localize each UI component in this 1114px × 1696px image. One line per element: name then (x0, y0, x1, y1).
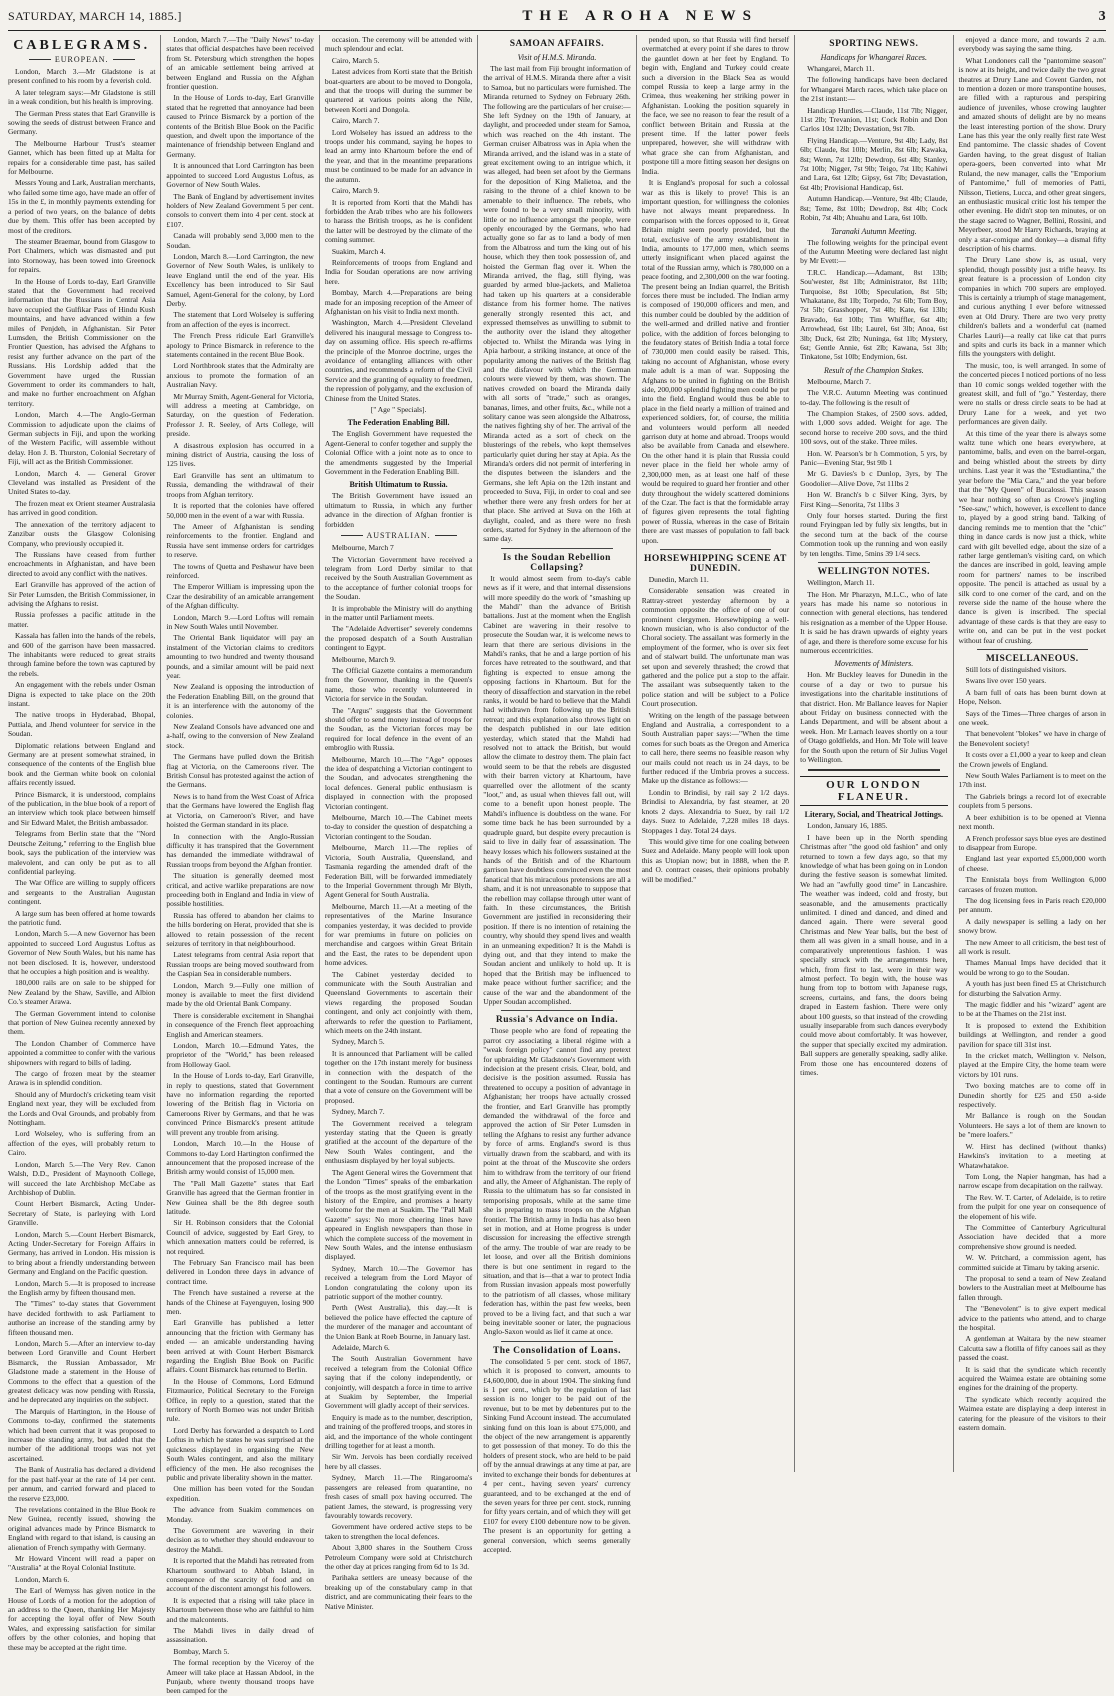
paragraph: Cairo, March 9. (331, 186, 380, 196)
paragraph: London, March 9.—Lord Loftus will remain in New South Wales until November. (166, 612, 314, 631)
paragraph: Thames Manual Imps have decided that it would be wrong to go to the Soudan. (958, 958, 1106, 977)
paragraph: The Earl of Wemyss has given notice in the House of Lords of a motion for the adoption of an address to the Queen, thanking Her Majesty for accepting the loyal offer of New South Wales, and expressing satisfaction for similar offers by the other colonies, and hoping that these may be accepted at the right time. (8, 1586, 156, 1652)
paragraph: Mr Murray Smith, Agent-General for Victoria, will address a meeting at Cambridge, on Saturday, on the question of Federation. Professor J. R. Seeley, of Arts College, will preside. (166, 391, 314, 439)
paragraph: Wellington, March 11. (807, 578, 875, 588)
paragraph: Bombay, March 4.—Preparations are being made for an imposing reception of the Ameer of Afghanistan on his visit to India next month. (324, 288, 473, 316)
paragraph: The Gabriels brings a record lot of execrable couplets from 5 persons. (958, 791, 1106, 811)
paragraph: It is proposed to extend the Exhibition buildings at Wellington, and render a good pavilion for space till 31st inst. (958, 1020, 1106, 1049)
heading-ministers: Movements of Ministers. (834, 659, 914, 669)
divider (660, 549, 771, 550)
paragraph: Messrs Young and Lark, Australian merchants, who failed some time ago, have made an offer of 15s in the £, in monthly payments extending for a period of two years, on the balance of debts due by them. This offer has been accepted by most of the creditors. (8, 178, 156, 235)
paragraph: The magic fiddler and his "wizard" agent are to be at the Thames on the 21st inst. (958, 1000, 1106, 1019)
article-body (800, 578, 947, 655)
paragraph: London, March 7.—The "Daily News" to-day states that official despatches have been received from St. Petersburg which strengthen the hopes of an amicable settlement being arrived at between England and Russia on the Afghan frontier question. (166, 35, 314, 92)
paragraph: Considerable sensation was created in Rattray-street yesterday afternoon by a commotion opposite the office of one of our prominent clergymen. Horsewhipping a well-known musician, who is also conductor of the Choral society. The assailant was formerly in the employment of the former, who is over six feet and of stalwart build. The unfortunate man was set upon and severely thrashed; the crowd that gathered and the police put a stop to the affair. The assailant was subsequently taken to the police station and will be subject to a Police Court prosecution. (641, 586, 790, 709)
paragraph: The German Press states that Earl Granville is sowing the seeds of distrust between France and Germany. (8, 108, 156, 137)
divider (501, 1010, 612, 1011)
paragraph: The Champion Stakes, of 2500 sovs. added, with 1,000 sovs added. Weight for age. The second horse to receive 200 sovs, and the third 100 sovs, out of the stake. Three miles. (800, 409, 948, 447)
paragraph: Autumn Handicap.—Venture, 9st 4lb; Claude, 8st; Teme, 8st 10lb; Dewdrop, 8st 4lb; Cock Robin, 7st 4lb; Ahuahu and Lara, 6st 10lb. (800, 194, 948, 223)
heading-samoan-affairs: SAMOAN AFFAIRS. (509, 39, 605, 49)
masthead-title: THE AROHA NEWS (522, 8, 758, 24)
paragraph: That benevolent "blokes" we have in charge of the Benevolent society! (958, 729, 1106, 748)
paragraph: Melbourne, March 7 (331, 543, 394, 553)
paragraph: The Official Gazette contains a memorandum from the Governor, thanking in the Queen's name, those who recently volunteered in Victoria for service in the Soudan. (324, 665, 473, 704)
paragraph: Diplomatic relations between England and Germany are at present somewhat strained, in consequence of the contents of the English blue book and the German white book on colonial affairs recently issued. (8, 740, 156, 788)
paragraph: It would almost seem from to-day's cable news as if it were, and that internal dissensions will more speedily do the work of "smashing up the Mahdi" than the advance of British battalions. Just at the moment when the English Cabinet are wavering in their resolve to prosecute the Soudan war, it is welcome news to learn that there are serious divisions in the Mahdi's ranks, that he and a large portion of his forces have retreated to the southward, and that fighting is expected to ensue among the opposing factions in Khartoum. But for the theory of dissaffection and starvation in the rebel ranks, it would be hard to believe that the Mahdi had withdrawn from following up the British retreat; and this explanation also throws light on the despatch published in our late edition yesterday, which stated that the Mahdi had resolved not to attack the British, but would allow the climate to destroy them. The plain fact would seem to be that the rebels are disgusted with their barren victory at Khartoum, have quarrelled over the allotment of the scanty "loot," and, as usual when thieves fall out, will come to a benefit upon honest people. The Mahdi's influence is doubtless on the wane. For some time back he has been surrounded by a quadruple guard, but despite every precaution is said to live in daily fear of assassination. The heavy losses which his followers sustained at the hands of the British and of the Khartoum garrison have doubtless convinced even the most fanatical that his miraculous pretensions are all a sham, and it is not unreasonable to suppose that the rebellion may collapse through utter want of faith. In these circumstances, the British Government are justified in reconsidering their position. If there is no intention of retaining the country, why should they spend lives and wealth in an unmeaning expedition? It is the Mahdi is dying out, and that they intend to make the Soudan ancient and unlikely to hold up. It is hoped that the British may be influenced to make peace without further sacrifice; and the cause of the war and the abandonment of the Upper Soudan accomplished. (483, 573, 631, 1006)
article-body (483, 64, 630, 544)
paragraph: The annexation of the territory adjacent to Zanzibar ousts the Glasgow Colonising Company, who previously occupied it. (8, 519, 156, 548)
paragraph: Mr Ballance is rough on the Soudan Volunteers. He says a lot of them are known to be "mere loafers." (958, 1111, 1106, 1140)
paragraph: The February San Francisco mail has been delivered in London three days in advance of contract time. (166, 1257, 314, 1286)
paragraph: It is announced that Lord Carrington has been appointed to succeed Lord Augustus Loftus, as Governor of New South Wales. (166, 161, 314, 190)
heading-miranda-visit: Visit of H.M.S. Miranda. (517, 53, 597, 62)
paragraph: Sydney, March 10.—The Governor has received a telegram from the Lord Mayor of London congratulating the colony upon its patriotic support of the mother country. (324, 1263, 473, 1301)
paragraph: A disastrous explosion has occurred in a mining district of Austria, causing the loss of 125 lives. (166, 440, 314, 469)
paragraph: W. W. Pritchard, a commission agent, has committed suicide at Timaru by taking arsenic. (958, 1253, 1106, 1272)
paragraph: Kassala has fallen into the hands of the rebels, and 600 of the garrison have been massacred. The inhabitants were reduced to great straits through famine before the town was captured by the rebels. (8, 631, 156, 678)
paragraph: What Londoners call the "pantomime season" is now at its height, and twice daily the two great theatres at Drury Lane and Covent Garden, not to mention a dozen or more transpontine houses, are filled with a rapturous and perspiring audience of juveniles, whose crowing laughter and amazed shouts of delight are by no means the least interesting portion of the show. Drury Lane has this year the only really first rate West End pantomime. The classic shades of Covent Garden having, to the great disgust of Italian opera-goers, been converted into what Mr Ruland, the new manager, calls the "Emporium of Pantomime," full of memories of Patti, Nilsson, Tietiens, Lucca, and other great singers, an enthusiastic musical critic lost his temper the other evening. He didn't stop ten minutes, or on the stage sacred to Wagner, Bellini, Rossini, and Meyerbeer, stood Mr Harry Richards, braying at only a star-comique and donkey—a dismal fifty description of his charms. (958, 55, 1106, 253)
paragraph: Cairo, March 5. (331, 55, 380, 65)
paragraph: It is reported from Korti that the Mahdi has forbidden the Arab tribes who are his followers to harass the British troops, as he is confident the latter will be destroyed by the climate of the coming summer. (324, 197, 473, 245)
paragraph: The native troops in Hyderabad, Bhopal, Puttiala, and Jhend volunteer for service in the Soudan. (8, 710, 156, 739)
heading-sporting-news: SPORTING NEWS. (829, 39, 919, 49)
paragraph: Londin to Brindisi, by rail say 2 1/2 days. Brindisi to Alexandria, by fast steamer, at 20 knots 2 days. Alexandria to Suez, by rail 1/2 days. Suez to Adelaide, 7,228 miles 18 days. Stoppages 1 day. Total 24 days. (641, 787, 790, 835)
paragraph: About 3,800 shares in the Southern Cross Petroleum Company were sold at Christchurch the other day at prices ranging from 6d to 1s 3d. (324, 1543, 473, 1571)
divider (501, 548, 612, 549)
paragraph: Latest advices from Korti state that the British boat-quarters are about to be moved to Dongola, and that the troops will during the summer be quartered at various points along the Nile, between Korti and Dongola. (324, 67, 473, 114)
paragraph: The Melbourne Harbour Trust's steamer Gannet, which has been fitted up at Malta for repairs for a considerable time past, has sailed for Melbourne. (8, 138, 156, 177)
paragraph: Adelaide, March 6. (331, 1343, 390, 1352)
age-specials-label: [" Age " Specials]. (370, 405, 427, 415)
paragraph: Lord Derby has forwarded a despatch to Lord Loftus in which he states he was surprised at the quickness displayed in organising the New South Wales contingent, and also the military efficiency of the men. He also recognises the public and private liberality shown in the matter. (166, 1425, 314, 1482)
paragraph: The consolidated 5 per cent. stock of 1867, which it is proposed to convert, amounts to £4,600,000, due in about 1904. The sinking fund is 1 per cent., which by the regulation of last session is no longer to be paid out of the revenue, but to be met by debentures put to the Sinking Fund Account instead. The accumulated sinking fund on this loan is about £75,000, and the object of the new arrangement is apparently to get possession of that money. To do this the holders of present stock, who are held to be paid off by the annual drawings at any time at par, are invited to exchange their bonds for debentures at 4 per cent., having seven years' currency guaranteed, and to be exchanged at the end of the seven years for three per cent. stock, running for fifty years certain, and of which they will get £107 for every £100 debenture now to be given. The present is an opportunity for getting a general conversion, which seems generally accepted. (483, 1356, 631, 1554)
paragraph: Russia professes a pacific attitude in the matter. (8, 610, 156, 629)
paragraph: A barn full of oats has been burnt down at Hope, Nelson. (958, 687, 1106, 707)
paragraph: Handicap Hurdles.—Claude, 11st 7lb; Nigger, 11st 2lb; Trevanion, 11st; Cock Robin and Don Carlos 10st 12lb; Devastation, 9st 7lb. (800, 105, 948, 134)
heading-consolidation-loans: The Consolidation of Loans. (492, 1345, 621, 1356)
heading-london-flaneur (800, 776, 947, 806)
divider (818, 562, 929, 563)
paragraph: The Germans have pulled down the British flag at Victoria, on the Cameroons river. The British Consul has protested against the action of the Germans. (166, 752, 314, 790)
paragraph: The Bank of Australia has declared a dividend for the past half-year at the rate of 14 per cent. per annum, and carried forward and placed to the reserve £23,000. (8, 1465, 156, 1503)
paragraph: The "Pall Mall Gazette" states that Earl Granville has agreed that the German frontier in New Guinea shall be the 8th degree south latitude. (166, 1178, 314, 1216)
paragraph: London, March 5.—After an interview to-day between Lord Granville and Count Herbert Bismarck, the Russian Ambassador, Mr Gladstone made a statement in the House of Commons to the effect that a question of the greatest delicacy was now pending with Russia, and he deprecated any inquiries on the subject. (8, 1339, 156, 1405)
paragraph: Dunedin, March 11. (648, 574, 709, 584)
paragraph: London, January 16, 1885. (807, 821, 888, 831)
paragraph: The proposal to send a team of New Zealand bowlers to the Australian meet at Melbourne has fallen through. (958, 1273, 1106, 1302)
paragraph: The War Office are willing to supply officers and sergeants to the Australian Augustan contingent. (8, 878, 156, 907)
heading-wellington-notes: WELLINGTON NOTES. (817, 567, 930, 578)
paragraph: The South Australian Government have received a telegram from the Colonial Office saying that if the colony independently, or conjointly, will despatch a force in time to arrive at Suakim by September, the Imperial Government will gladly accept of their services. (324, 1354, 473, 1411)
paragraph: Bombay, March 5. (173, 1646, 230, 1656)
paragraph: Mr Howard Vincent will read a paper on "Australia" at the Royal Colonial Institute. (8, 1553, 156, 1573)
paragraph: I have been up in the North spending Christmas after "the good old fashion" and only returned to town a few days ago, so that my knowledge of what has been going on in London during the festive season is somewhat limited. We had an "awfully good time" in Lancashire. The weather was indeed, cold and frosty, but seasonable, and the amusements practically unlimited. I dined and danced, and dined and danced again. There were several good Christmas and New Year balls, but the best of them all was given in a small house, and in a comparatively unpretentious fashion. I was specially struck with the arrangements here, which, from first to last, were in their way almost perfect. To begin with, the house was hung from top to bottom with Japanese rugs, screens, curtains, and fans, the doors being draped in Eastern fashion. There were only about 100 guests, so that instead of the crowding usually inseparable from such dances everybody could move about comfortably. It was however, the supper that specially excited my admiration. Ball suppers are generally speaking, sadly alike. From those one has encountered dozens of times. (800, 832, 948, 1077)
article-body (800, 821, 947, 1077)
paragraph: Canada will probably send 3,000 men to the Soudan. (166, 231, 314, 250)
paragraph: It is England's proposal for such a colossal war as this is likely to prove! This is an important question, for willingness the colonies have not always meant preparedness. In comparison with the forces opposed to it, Great Britain might seem poorly provided, but the total, exclusive of the army establishment in India, amounts to 177,000 men, which seems utterly insignificant when placed against the total of the Russian army, which is 780,000 on a peace footing, and 2,300,000 on the war footing. The present being an Indian quarrel, the British forces there must be included. The Indian army is composed of 190,000 officers and men, and this number could be doubled by the addition of the well-armed and drilled native and frontier police, with the addition of forces belonging to the feudatory states of British India a total force of 730,000 men could easily be raised. This, taking no account of Afghanistan, whose every male adult is a man of war. Supposing the Afghans to be united in fighting on the British side, 200,000 splendid fighting men could be put into the field. England would thus be able to place in the field nearly a million of trained and experienced soldiers, for, of course, the militia and volunteers would perform all needed garrison duty at home and abroad. Troops would also be available from Canada and elsewhere. On the other hand it is plain that Russia could never place in the field her whole army of 2,300,000 men, as at least one half of these would be required to guard her frontier and other duty throughout the widely scattered dominions of the Czar. The fact is that the formidable array of figures given represents the total fighting power of Russia, whereas in the case of Britain there are vast masses of population to fall back upon. (641, 178, 790, 545)
paragraph: Swans live over 150 years. (965, 676, 1047, 686)
paragraph: The Rev. W. T. Carter, of Adelaide, is to retire from the pulpit for one year on consequence of the elopement of his wife. (958, 1192, 1106, 1221)
paragraph: Writing on the length of the passage between England and Australia, a correspondent to a South Australian paper says:—"When the time comes for such boats as the Oregon and America to call here, there seems no feasible reason why our mails could not reach us in 24 days, to be further reduced if the Umbria proves a success. Make up the distance as follows:— (641, 710, 790, 786)
article-body (800, 238, 947, 362)
paragraph: The advance from Suakim commences on Monday. (166, 1505, 314, 1524)
paragraph: A youth has just been fined £5 at Christchurch for disturbing the Salvation Army. (958, 979, 1106, 998)
paragraph: Still lots of distinguished visitors. (965, 665, 1067, 674)
paragraph: London, March 4. — General Grover Cleveland was installed as President of the United States to-day. (8, 468, 156, 497)
paragraph: London, March 8.—Lord Carrington, the new Governor of New South Wales, is unlikely to leave England until the end of the year. His Excellency has been introduced to Sir Saul Samuel, Agent-General for the colony, by Lord Derby. (166, 251, 314, 308)
divider (501, 1341, 612, 1342)
paragraph: New Zealand Consols have advanced one and a-half, owing to the conversion of New Zealand stock. (166, 722, 314, 750)
paragraph: Hon W. Branch's b c Silver King, 3yrs, by First King—Senorita, 7st 11lbs 3 (800, 490, 948, 509)
column-7 (953, 35, 1106, 1472)
paragraph: Melbourne, March 10.—The Cabinet meets to-day to consider the question of despatching a Victorian contingent to the Soudan. (324, 813, 473, 841)
paragraph: Cairo, March 7. (331, 116, 380, 126)
paragraph: A gentleman at Waitara by the new steamer Calcutta saw a flotilla of fifty canoes sail as they passed the coast. (958, 1334, 1106, 1363)
paragraph: An engagement with the rebels under Osman Digna is expected to take place on the 20th instant. (8, 680, 156, 708)
paragraph: Melbourne, March 9. (331, 654, 396, 664)
paragraph: Whangarei, March 11. (807, 64, 875, 73)
paragraph: Lord Northbrook states that the Admiralty are anxious to promote the formation of an Australian Navy. (166, 361, 314, 390)
paragraph: The V.R.C. Autumn Meeting was continued to-day. The following is the result of (800, 388, 948, 407)
paragraph: enjoyed a dance more, and towards 2 a.m. everybody was saying the same thing. (958, 35, 1106, 54)
page-number: 3 (1098, 9, 1106, 24)
paragraph: The following weights for the principal event of the Autumn Meeting were declared last night by Mr Evett:— (800, 237, 948, 266)
paragraph: The dog licensing fees in Paris reach £20,000 per annum. (958, 895, 1106, 915)
paragraph: Parihaka settlers are uneasy because of the breaking up of the constabulary camp in that district, and are communicating their fears to the Native Minister. (324, 1573, 473, 1611)
paragraph: The German Government intend to colonise that portion of New Guinea recently annexed by them. (8, 1008, 156, 1037)
paragraph: Melbourne, March 11.—The replies of Victoria, South Australia, Queensland, and Tasmania regarding the amended draft of the Federation Bill, will be forwarded immediately to the Imperial Government through Mr Blyth, Agent General for South Australia. (324, 843, 473, 900)
article-body (483, 574, 630, 1007)
paragraph: One million has been voted for the Soudan expedition. (166, 1484, 314, 1503)
paragraph: Sir H. Robinson considers that the Colonial Council of advice, suggested by Earl Grey, to which annexation matters could be referred, is not required. (166, 1218, 314, 1256)
paragraph: pended upon, so that Russia will find herself overmatched at every point if she dares to throw the gauntlet down at her feet by England. To begin with, England and Turkey could create such a diversion in the Black Sea as would compel Russia to keep a large army in the Crimea, thus weakening her striking power in Afghanistan. Looking the position squarely in the face, we see no reason to fear the result of a conflict between Britain and Russia at the present time. If the latter power feels unprepared, however, she will withdraw with what grace she can from Afghanistan, and postpone till a more fitting season her designs on India. (641, 35, 790, 176)
article-body (642, 35, 789, 545)
paragraph: The French Press ridicule Earl Granville's apology to Prince Bismarck in reference to the statements contained in the recent Blue Book. (166, 331, 314, 359)
paragraph: London, March 4.—The Anglo-German Commission to adjudicate upon the claims of German subjects in Fiji, and upon the working of the Western Pacific, will assemble without delay. Hon J. B. Thurston, Colonial Secretary of Fiji, will act as the British Commissioner. (8, 410, 156, 467)
article-body (642, 575, 789, 884)
paragraph: The "Adelaide Advertiser" severely condemns the proposed despatch of a South Australian contingent to Egypt. (324, 624, 473, 653)
paragraph: London, March 5.—It is proposed to increase the English army by fifteen thousand men. (8, 1278, 156, 1297)
paragraph: The Government received a telegram yesterday stating that the Queen is greatly gratified at the account of the departure of the New South Wales contingent, and the enthusiasm displayed by her loyal subjects. (324, 1118, 473, 1166)
section-heading-cablegrams: CABLEGRAMS. (13, 38, 151, 53)
paragraph: Only four horses started. During the first round Fryingpan led by fully six lengths, but in the second turn at the back of the course Commotion took up the running and won easily by ten lengths. Time, 5mins 39 1/4 secs. (800, 511, 948, 558)
article-body (800, 670, 947, 764)
paragraph: A beer exhibition is to be opened at Vienna next month. (958, 812, 1106, 832)
paragraph: The Russians have ceased from further encroachments in Afghanistan, and have been directed to avoid any conflict with the natives. (8, 549, 156, 578)
paragraph: Prince Bismarck, it is understood, complains of the publication, in the blue book of a report of an interview which took place between himself and Sir Edward Malet, the British ambassador. (8, 789, 156, 827)
paragraph: The Oriental Bank liquidator will pay an instalment of the Victorian claims to creditors amounting to two hundred and twenty thousand pounds, and a similar amount will be paid next year. (166, 633, 314, 680)
paragraph: The Drury Lane show is, as usual, very splendid, though possibly just a trifle heavy. Its great feature is a procession of London city companies in which 700 supers are employed. This is certainly a triumph of stage management, and curious anything I ever before witnessed even at Old Drury. There are two very pretty children's ballets and a wonderful cat (named Charles Lauri)—a really cat like cat that purrs and spits and curls its back in a manner which fills the youngsters with delight. (958, 255, 1106, 359)
paragraph: The Hon. Mr Pharazyn, M.L.C., who of late years has made his name so notorious in connection with general elections, has tendered his resignation as a member of the Upper House. It is said he has drawn upwards of eighty years of age, and there is therefore some excuse for his numerous eccentricities. (800, 589, 948, 655)
paragraph: The Emperor William is impressing upon the Czar the desirability of an amicable arrangement of the Afghan difficulty. (166, 582, 314, 611)
article-body (483, 1357, 630, 1555)
section-subheading-australian: AUSTRALIAN. (325, 531, 472, 540)
paragraph: Hon. W. Pearson's br h Commotion, 5 yrs, by Panic—Evening Star, 9st 9lb 1 (800, 448, 948, 468)
paragraph: T.R.C. Handicap.—Adamant, 8st 13lb; Sou'wester, 8st 1lb; Administrator, 8st 11lb; Turquoise, 8st 10lb; Speculation, 8st 5lb; Whakatane, 8st 1lb; Torpedo, 7st 6lb; Tom Boy, 7st 5lb; Grasshopper, 7st 4lb; Kate, 6st 13lb; Bravado, 6st 10lb; Tim Whiffler, 6st 4lb; Arrowhead, 6st 1lb; Laurel, 6st 3lb; Anoa, 6st 3lb; Duck, 6st 2lb; Nuninga, 6st 1lb; Mystery, 6st; Gentle Annie, 6st 2lb; Kawana, 5st 3lb; Tinkatone, 5st 10lb; Endymion, 6st. (800, 267, 948, 362)
paragraph: Lord Wolseley has issued an address to the troops under his command, saying he hopes to lead an army into Khartoum before the end of the year, and that in the meantime preparations must be continued to be made for an advance in the autumn. (324, 127, 473, 184)
paragraph: Washington, March 4.—President Cleveland delivered his inaugural message to Congress to-day on assuming office. His speech re-affirms the principle of the Monroe doctrine, urges the avoidance of entangling alliances with other countries, and recommends a reform of the Civil Service and the granting of equality to freedmen, the repression of polygamy, and the exclusion of Chinese from the United States. (324, 318, 473, 403)
paragraph: Count Herbert Bismarck, Acting Under-Secretary of State, is parleying with Lord Granville. (8, 1199, 156, 1228)
paragraph: Melbourne, March 7. (807, 376, 871, 386)
paragraph: Two boxing matches are to come off in Dunedin shortly for £25 and £50 a-side respectively. (958, 1081, 1106, 1110)
article-body (483, 1026, 630, 1336)
heading-horsewhipping: HORSEWHIPPING SCENE AT DUNEDIN. (644, 553, 787, 574)
paragraph: Telegrams from Berlin state that the "Nord Deutsche Zeitung," referring to the English blue book, says the publication of the interview was malevolent, and can only be put as to all confidential parleying. (8, 829, 156, 876)
divider (808, 769, 939, 771)
paragraph: W. Hirst has declined (without thanks) Hawkins's invitation to a meeting at Whatawhatakoe. (958, 1141, 1106, 1170)
paragraph: Sir Wm. Jervois has been cordially received here by all classes. (324, 1452, 473, 1471)
paragraph: The Government are wavering in their decision as to whether they should endeavour to destroy the Mahdi. (166, 1525, 314, 1554)
paragraph: Latest telegrams from central Asia report that Russian troops are being moved southward from the Caspian Sea in considerable numbers. (166, 950, 314, 979)
flaneur-title: OUR LONDON FLANEUR. (800, 776, 947, 806)
paragraph: Earl Granville has published a letter announcing that the friction with Germany has ended — an amicable understanding having been arrived at with Count Herbert Bismarck regarding the English Blue Book on Pacific affairs. Count Bismarck has returned to Berlin. (166, 1318, 314, 1375)
article-body (325, 35, 472, 403)
paragraph: Suakim, March 4. (331, 246, 386, 256)
article-body (325, 491, 472, 529)
paragraph: A French professor says blue eyes are destined to disappear from Europe. (958, 833, 1106, 852)
paragraph: The music, too, is well arranged. In some of the concerted pieces I noticed portions of no less than 10 comic songs welded together with the greatest skill, and full of "go." Yesterday, there were no stalls or dress circle seats to be had at Drury Lane for a week, and yet two performances are given daily. (958, 360, 1106, 427)
paragraph: The "Times" to-day states that Government have decided forthwith to ask Parliament to authorise an increase of the standing army by fifteen thousand men. (8, 1299, 156, 1337)
column-1 (8, 35, 160, 1652)
paragraph: The last mail from Fiji brought information of the arrival of H.M.S. Miranda there after a visit to Samoa, but no particulars were furnished. The Miranda returned to Sydney on February 26th. The following are the particulars of her cruise:—She left Sydney on the 19th of January, at daylight, and proceeded under steam for Samoa, which was reached on the 4th instant. The German cruiser Albatross was in Apia when the Miranda arrived, and the island was in a state of great excitement owing to an intrigue which, it was alleged, had been set afoot by the Germans for the deposition of King Malietoa, and the raising to the throne of a chief known to be amenable to their influence. The rebels, who were found to be a very small minority, with little or no influence amongst the people, were openly encouraged by the Germans, who had actually gone so far as to land a body of men from the Albatross and turn the king out of his house, which they then took possession of, and hoisted the German flag over it. When the Miranda arrived, the flag, still flying, was guarded by armed blue-jackets, and Malietoa had taken up his quarters at a considerable distance from his former home. The natives generally strongly resented this act, and expressed themselves as unwilling to submit to the authority over the island they altogether objected to. Whilst the Miranda was lying in Apia harbour, a striking instance, at once of the popularity among the natives of the British flag and the disfavour with which the German colours were viewed by them, was shown. The natives crowded on board the Miranda daily with all sorts of "trade," such as oranges, bananas, limes, and other fruits, &c., while not a solitary canoe was seen alongside the Albatross, the natives fighting shy of her. The arrival of the Miranda acted as a sort of check on the blusterings of the rebels, who kept themselves particularly quiet during her stay at Apia. As the Miranda's orders did not permit of interfering in the disputes between the islanders and the Germans, she left Apia on the 12th instant and proceeded to Suva, Fiji, in order to coal and see whether there were any fresh orders for her at that place. She arrived at Suva on the 16th at daylight, coaled, and as there were no fresh orders, started for Sydney in the afternoon of the same day. (483, 64, 631, 544)
paragraph: In connection with the Anglo-Russian difficulty it has transpired that the Government has demanded the immediate withdrawal of Russian troops from beyond the Afghan frontier. (166, 831, 314, 869)
paragraph: The Mahdi lives in daily dread of assassination. (166, 1626, 314, 1645)
column-6 (794, 35, 952, 1472)
paragraph: The British Government have issued an ultimatum to Russia, in which any further advance in the direction of Afghan frontier is forbidden (324, 491, 473, 529)
paragraph: The revelations contained in the Blue Book re New Guinea, recently issued, showing the original advances made by Prince Bismarck to England with regard to that island, is causing an alienation of French sympathy with Germany. (8, 1504, 156, 1552)
paragraph: There is considerable excitement in Shanghai in consequence of the French fleet approaching English and American steamers. (166, 1010, 314, 1039)
paragraph: The Bank of England by advertisement invites holders of New Zealand Government 5 per cent. consols to convert them into 4 per cent. stock at £107. (166, 191, 314, 229)
paragraph: occasion. The ceremony will be attended with much splendour and eclat. (324, 35, 473, 54)
paragraph: The Agent General wires the Government that the London "Times" speaks of the embarkation of the troops as the most gratifying event in the history of the Empire, and promises a hearty welcome for the men at Suakim. The "Pall Mall Gazette" says: No more cheering lines have appeared in English newspapers than those in which the complete success of the movement in New South Wales, and the intense enthusiasm displayed. (324, 1167, 473, 1262)
paragraph: New South Wales Parliament is to meet on the 17th inst. (958, 771, 1106, 790)
paragraph: Russia has offered to abandon her claims to the hills bordering on Herat, provided that she is allowed to retain possession of the recent seizures of territory in that neighbourhood. (166, 910, 314, 948)
paragraph: The syndicate which recently acquired the Waimea estate are displaying a deep interest in catering for the pleasure of the visitors to their eastern domain. (958, 1394, 1106, 1433)
column-4 (477, 35, 635, 1554)
article-body (959, 35, 1106, 645)
heading-ultimatum: British Ultimatum to Russia. (349, 480, 448, 490)
article-body (800, 64, 947, 223)
article-body (800, 377, 947, 558)
article-body (325, 429, 472, 476)
paragraph: Flying Handicap.—Venture, 9st 4lb; Lady, 8st 6lb; Claude, 8st 10lb; Merlin, 8st 6lb; Kawaka, 8st; Wenn, 7st 12lb; Dewdrop, 6st 4lb; Stanley, 7st 10lb; Nigger, 7st 9lb; Teigo, 7st 1lb; Kahiwi and Lara, 6st 12lb; Gipsy, 6st 7lb; Devastation, 6st 4lb; Provisional Handicap, 6st. (800, 135, 948, 192)
paragraph: The English Government have requested the Agent-General to confer together and supply the Colonial Office with a joint note as to once to the amendments suggested by the Imperial Government in the Federation Enabling Bill. (324, 429, 473, 477)
paragraph: Government have ordered active steps to be taken to strengthen the local defences. (324, 1522, 473, 1541)
paragraph: The frozen meat ex Orient steamer Australasia has arrived in good condition. (8, 498, 156, 518)
paragraph: London, March 9.—Fully one million of money is available to meet the first dividend made by the old Oriental Bank Company. (166, 980, 314, 1009)
columns (8, 35, 1106, 1696)
paragraph: The towns of Quetta and Peshawur have been reinforced. (166, 561, 314, 580)
paragraph: London, March 10.—Edmund Yates, the proprietor of the "World," has been released from Holloway Gaol. (166, 1041, 314, 1069)
paragraph: Those people who are fond of repeating the parrot cry associating a liberal régime with a "weak foreign policy" cannot find any pretext for upbraiding Mr Gladstone's Government with indecision at the present crisis. Clear, bold, and decisive is the position assumed. Russia has threatened to occupy a position of advantage in Afghanistan; her troops have actually crossed the frontier, and Earl Granville has promptly demanded the withdrawal of the force and approved the action of Sir Peter Lumsden in telling the Afghans to resist any further advance by force of arms. England's sword is thus virtually drawn from the scabbard, and with its point at the throat of the Muscovite she orders him to withdraw from the territory of our friend and ally, the Ameer of Afghanistan. The reply of Russia to the ultimatum has so far consisted in temporising proposals, while at the same time she is preparing to mass troops on the Afghan frontier. The British army in India has also been set in motion, and at Home progress is under discussion for increasing the effective strength of the army. The trouble of war are ready to be let loose, and over all the British dominions there is but one sentiment in regard to the situation, and that is—that a war to protect India from Russian invasion appeals most powerfully to the patriotism of all classes, whose military federation has, within the past few weeks, been proved to be a living fact, and that such a war being inevitable sooner or later, the pugnacious Anglo-Saxon would as lief it came at once. (483, 1026, 631, 1337)
section-subheading-european: EUROPEAN. (8, 55, 155, 64)
paragraph: It is reported that the colonies have offered 50,000 men in the event of a war with Russia. (166, 501, 314, 520)
column-3 (319, 35, 477, 1611)
article-body (166, 35, 313, 1696)
paragraph: London, March 3.—Mr Gladstone is at present confined to his room by a feverish cold. (8, 67, 156, 86)
paragraph: At this time of the year there is always some waltz tune which one hears everywhere, at pantomime, balls, and even on the barrel-organ, and being whistled about the streets by dirty urchins. Last year it was the "Estudiantina," the year before the "Mia Cara," and the year before that the "My Queen" of Bucalossi. This season we hear nothing so often as Crowe's jingling "See-saw," which, however, is excellent to dance to, played by a good string band. Talking of dancing reminds me to mention that the "chic" thing in dance cards is now just a thick, white card with gilt bevelled edge, about the size of a rather large gentleman's visiting card, on which the dances are inscribed in gold, leaving ample room for partners' names to be inscribed opposite. The pencil is attached as usual by a silk cord to one corner of the card, and on the reverse side the name of the house where the dance is given is inscribed. The special advantage of these cards is that they are easy to write on, and can be put in the vest pocket without fear of crushing. (958, 428, 1106, 645)
paragraph: It is announced that Parliament will be called together on the 17th instant merely for business in connection with the despatch of the contingent to the Soudan. Rumours are current that a vote of censure on the Government will be proposed. (324, 1048, 473, 1105)
paragraph: A daily newspaper is selling a lady on her snowy brow. (958, 916, 1106, 936)
masthead (8, 8, 1106, 31)
paragraph: 180,000 rails are on sale to be shipped for New Zealand by the Shaw, Saville, and Albion Co.'s steamer Arawa. (8, 978, 156, 1007)
paragraph: The Victorian Government have received a telegram from Lord Derby similar to that received by the South Australian Government as to the acceptance of further colonial troops for the Soudan. (324, 554, 473, 602)
paragraph: The Marquis of Hartington, in the House of Commons to-day, confirmed the statements which had been current that it was proposed to increase the standing army, but added that the number of the additional troops was not yet ascertained. (8, 1406, 156, 1463)
paragraph: London, March 6. (15, 1574, 70, 1584)
paragraph: Earl Granville has approved of the action of Sir Peter Lumsden, the British Commissioner, in advising the Afghans to resist. (8, 580, 156, 608)
paragraph: Enquiry is made as to the number, description, and training of the proffered troops, and stores in aid, and the importance of the whole contingent drilling together for at least a month. (324, 1412, 473, 1451)
paragraph: The statement that Lord Wolseley is suffering from an affection of the eyes is incorrect. (166, 310, 314, 329)
paragraph: A large sum has been offered at home towards the patriotic fund. (8, 908, 156, 927)
paragraph: Hon. Mr Buckley leaves for Dunedin in the course of a day or two to pursue his investigations into the charitable institutions of that district. Hon. Mr Ballance leaves for Napier about Friday on business connected with the Lands Department, and will be absent about a week. Hon. Mr Larnach leaves shortly on a tour of Otago goldfields, and Hon. Mr Tole will leave for the South upon the return of Sir Julius Vogel to Wellington. (800, 670, 948, 764)
paragraph: In the House of Commons, Lord Edmund Fitzmaurice, Political Secretary to the Foreign Office, in reply to a question, stated that the territory of North Borneo was not under British rule. (166, 1376, 314, 1424)
paragraph: Earl Granville has sent an ultimatum to Russia, demanding the withdrawal of their troops from Afghan territory. (166, 470, 314, 499)
paragraph: London, March 5.—Count Herbert Bismarck, Acting Under-Secretary for Foreign Affairs in Germany, has arrived in London. His mission is to bring about a friendly understanding between Germany and England on the Pacific question. (8, 1229, 156, 1277)
paragraph: Says of the Times—Three charges of arson in one week. (958, 708, 1106, 728)
paragraph: Sydney, March 11.—The Ringarooma's passengers are released from quarantine, no fresh cases of small pox having occurred. The patient James, the steward, is progressing very favourably towards recovery. (324, 1473, 473, 1520)
paragraph: In the House of Lords to-day, Earl Granville stated that the Government had received information that the Russians in Central Asia have occupied the Gulfikar Pass of Hindu Kush mountains, and have advanced within a few miles of Penjdeh, in Afghanistan. Sir Peter Lumsden, the British Commissioner on the Frontier Question, has advised the Afghans to resist any further advance on the part of the Russians. His Lordship added that the Government have urged the Russian Government to order its commanders to halt, and make no further encroachment on Afghan territory. (8, 276, 156, 408)
paragraph: The Ameer of Afghanistan is sending reinforcements to the frontier. England and Russia have sent immense orders for cartridges to reserve. (166, 521, 314, 560)
paragraph: Mr G. Davies's b c Dunlop, 3yrs, by The Goodolier—Alive Dove, 7st 11lbs 2 (800, 469, 948, 488)
paragraph: A later telegram says:—Mr Gladstone is still in a weak condition, but his health is improving. (8, 87, 156, 107)
paragraph: London, March 5.—A new Governor has been appointed to succeed Lord Augustus Loftus as Governor of New South Wales, but his name has not been disclosed. It is, however, understood that he occupies a high position and is wealthy. (8, 929, 156, 976)
masthead-date: SATURDAY, MARCH 14, 1885.] (8, 9, 182, 23)
paragraph: The "Argus" suggests that the Government should offer to send money instead of troops for the Soudan, as the Victorian forces may be required for local defence in the event of an embroglio with Russia. (324, 705, 473, 753)
article-body (959, 665, 1106, 1432)
paragraph: Should any of Murdoch's cricketing team visit England next year, they will be excluded from the Lords and Oval Grounds, and probably from Nottingham. (8, 1089, 156, 1128)
paragraph: It costs over a £1,000 a year to keep and clean the Crown jewels of England. (958, 750, 1106, 769)
paragraph: In the House of Lords to-day, Earl Granville stated that he regretted that annoyance had been caused to Prince Bismarck by a portion of the contents of the British Blue Book on the Pacific question, and dwelt upon the importance of the maintenance of friendship between England and Germany. (166, 93, 314, 159)
paragraph: The Cabinet yesterday decided to communicate with the South Australian and Queensland Governments to ascertain their views regarding the proposed Soudan contingent, and only act conjointly with them, afterwards to refer the question to Parliament, which meets on the 24th instant. (324, 969, 473, 1035)
paragraph: The Ennistala boys from Wellington 6,000 carcases of frozen mutton. (958, 875, 1106, 894)
paragraph: The "Benevolent" is to give expert medical advice to the patients who attend, and to charge the hospital. (958, 1304, 1106, 1332)
newspaper-page (8, 8, 1106, 1696)
paragraph: This would give time for one coaling between Suez and Adelaide. Many people will look upon this as Utopian now; but in 1888, when the P. and O. contract ceases, their opinions probably will be modified." (641, 836, 790, 884)
paragraph: London, March 5.—The Very Rev. Canon Walsh, D.D., President of Maynooth College, will succeed the late Archbishop McCabe as Archbishop of Dublin. (8, 1159, 156, 1197)
paragraph: Sydney, March 7. (331, 1107, 385, 1117)
paragraph: Reinforcements of troops from England and India for Soudan operations are now arriving here. (324, 257, 473, 286)
paragraph: England last year exported £5,000,000 worth of cheese. (958, 854, 1106, 873)
heading-russia-advance: Russia's Advance on India. (495, 1015, 619, 1026)
paragraph: Lord Wolseley, who is suffering from an affection of the eyes, will probably return to Cairo. (8, 1129, 156, 1158)
paragraph: It is expected that a rising will take place in Khartoum between those who are faithful to him and the malcontents. (166, 1595, 314, 1624)
heading-soudan-rebellion: Is the Soudan Rebellion Collapsing? (503, 552, 611, 573)
paragraph: It is said that the syndicate which recently acquired the Waimea estate are obtaining some engines for the draining of the property. (958, 1364, 1106, 1393)
paragraph: Melbourne, March 10.—The "Age" opposes the idea of despatching a Victorian contingent to the Soudan, and advocates strengthening the local defences. General public enthusiasm is displayed in connection with the proposed Victorian contingent. (324, 754, 473, 811)
paragraph: New Zealand is opposing the introduction of the Federation Enabling Bill, on the ground that it is an interference with the autonomy of the colonies. (166, 682, 314, 720)
column-2 (160, 35, 318, 1696)
paragraph: The situation is generally deemed most critical, and active warlike preparations are now proceeding both in England and India in view of possible hostilities. (166, 871, 314, 909)
article-body (325, 543, 472, 1611)
paragraph: The French have sustained a reverse at the hands of the Chinese at Fayenguyen, losing 900 men. (166, 1288, 314, 1316)
paragraph: The formal reception by the Viceroy of the Ameer will take place at Hassan Abdool, in the Punjaub, where twenty thousand troops have been camped for the (166, 1658, 314, 1696)
heading-whangarei-handicaps: Handicaps for Whangarei Races. (820, 53, 927, 62)
article-body (8, 67, 155, 1652)
paragraph: The following handicaps have been declared for Whangarei March races, which take place on the 21st instant:— (800, 75, 948, 104)
paragraph: The new Ameer to all criticism, the best test of all work is result. (958, 937, 1106, 956)
heading-taranaki-meeting: Taranaki Autumn Meeting. (831, 226, 917, 236)
column-5 (636, 35, 794, 1472)
divider (977, 649, 1088, 650)
paragraph: It is improbable the Ministry will do anything in the matter until Parliament meets. (324, 603, 473, 622)
paragraph: Melbourne, March 11.—At a meeting of the representatives of the Marine Insurance companies yesterday, it was decided to provide for war premiums in future on policies on merchandise and cargoes within Great Britain and the East, the rates to be dependent upon home advices. (324, 901, 473, 968)
paragraph: News is to hand from the West Coast of Africa that the Germans have lowered the English flag at Victoria, on Cameroon's River, and have hoisted the German standard in its place. (166, 791, 314, 830)
paragraph: London, March 10.—In the House of Commons to-day Lord Hartington confirmed the announcement that the proposed increase of the British army would consist of 15,000 men. (166, 1139, 314, 1177)
paragraph: Sydney, March 5. (331, 1037, 385, 1047)
paragraph: In the cricket match, Wellington v. Nelson, played at the Empire City, the home team were victors by 101 runs. (958, 1051, 1106, 1079)
heading-champion-stakes: Result of the Champion Stakes. (823, 365, 924, 375)
heading-federation-bill: The Federation Enabling Bill. (347, 418, 450, 428)
heading-miscellaneous: MISCELLANEOUS. (985, 654, 1079, 664)
paragraph: The London Chamber of Commerce have appointed a committee to confer with the various shipowners with regard to bills of lading. (8, 1038, 156, 1067)
heading-flaneur-subtitle: Literary, Social, and Theatrical Jottings. (804, 810, 943, 820)
paragraph: The cargo of frozen meat by the steamer Arawa is in splendid condition. (8, 1069, 156, 1088)
paragraph: The steamer Braemar, bound from Glasgow to Port Chalmers, which was dismasted and put into Stornoway, has been towed into Greenock for repairs. (8, 236, 156, 275)
paragraph: It is reported that the Mahdi has retreated from Khartoum southward to Abbah Island, in consequence of the scarcity of food and on account of the discontent amongst his followers. (166, 1556, 314, 1594)
paragraph: In the House of Lords to-day, Earl Granville, in reply to questions, stated that Government have no information regarding the reported lowering of the British flag in Victoria on Cameroons River by Germans, and that he was convinced Prince Bismarck's present attitude will prevent any trouble from arising. (166, 1071, 314, 1137)
paragraph: The Committee of Canterbury Agricultural Association have decided that a more comprehensive show ground is needed. (958, 1222, 1106, 1251)
paragraph: Tom Long, the Napier hangman, has had a narrow escape from decapitation on the railway. (958, 1171, 1106, 1191)
paragraph: Perth (West Australia), this day.—It is believed the police have effected the capture of the murderer of the manager and accountant of the Union Bank at Roeb Bourne, in January last. (324, 1303, 473, 1341)
